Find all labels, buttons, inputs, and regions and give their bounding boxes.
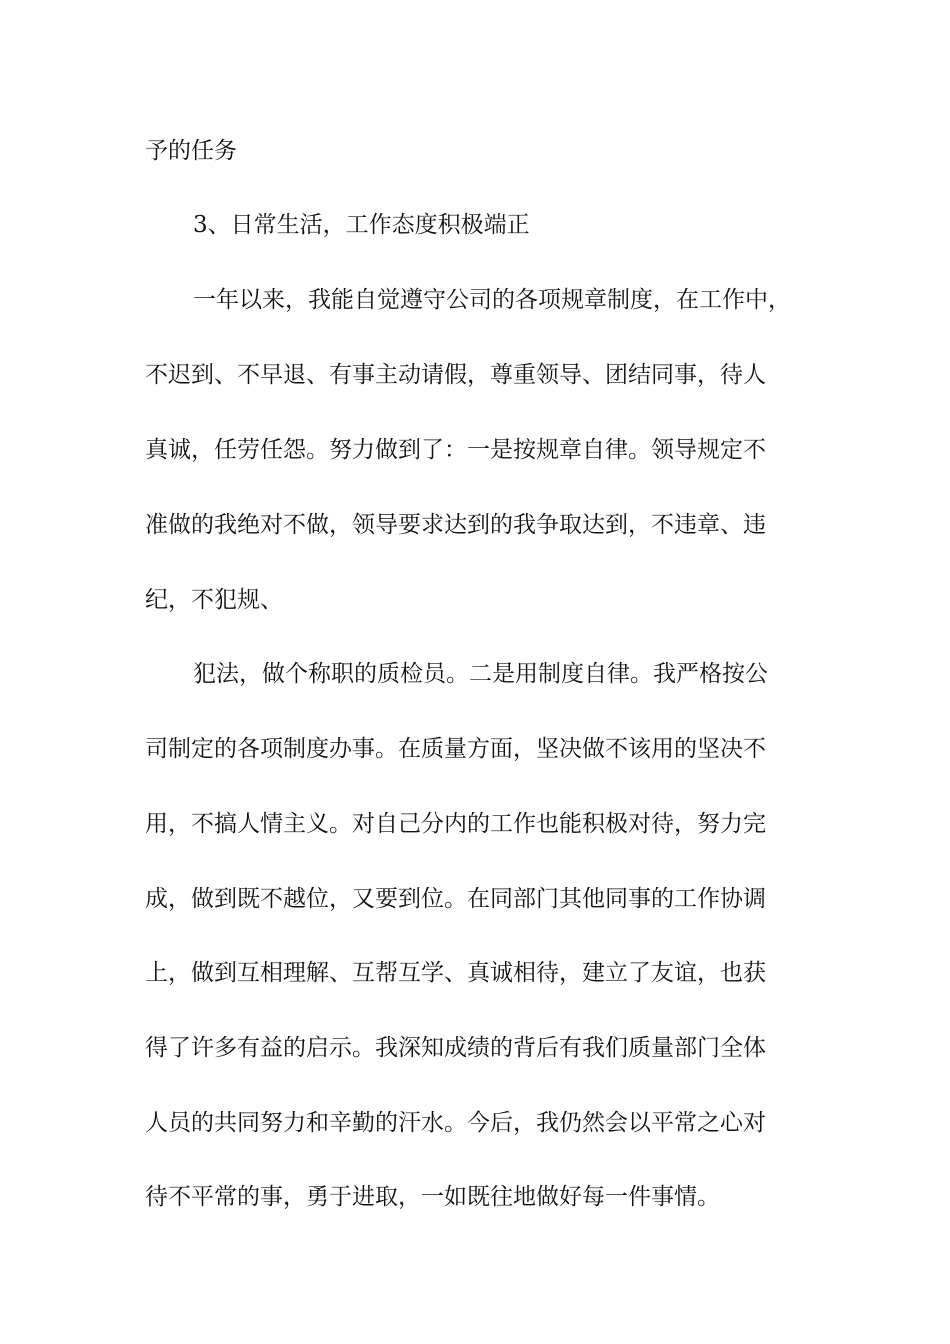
paragraph-line: 人员的共同努力和辛勤的汗水。今后，我仍然会以平常之心对 [145,1110,766,1136]
paragraph-first-line: 一年以来，我能自觉遵守公司的各项规章制度，在工作中， [193,287,791,313]
paragraph-line: 待不平常的事，勇于进取，一如既往地做好每一件事情。 [145,1184,720,1210]
paragraph-line: 得了许多有益的启示。我深知成绩的背后有我们质量部门全体 [145,1035,766,1061]
paragraph-line: 纪，不犯规、 [145,587,283,613]
paragraph-line: 用，不搞人情主义。对自己分内的工作也能积极对待，努力完 [145,811,766,837]
paragraph-line: 真诚，任劳任怨。努力做到了：一是按规章自律。领导规定不 [145,437,766,463]
section-heading: 3、日常生活，工作态度积极端正 [193,212,530,238]
text-line-continuation: 予的任务 [145,138,237,164]
paragraph-line: 不迟到、不早退、有事主动请假，尊重领导、团结同事，待人 [145,362,766,388]
paragraph-line: 司制定的各项制度办事。在质量方面，坚决做不该用的坚决不 [145,736,766,762]
paragraph-first-line: 犯法，做个称职的质检员。二是用制度自律。我严格按公 [193,661,768,687]
paragraph-line: 成，做到既不越位，又要到位。在同部门其他同事的工作协调 [145,886,766,912]
paragraph-line: 上，做到互相理解、互帮互学、真诚相待，建立了友谊，也获 [145,960,766,986]
paragraph-line: 准做的我绝对不做，领导要求达到的我争取达到，不违章、违 [145,512,766,538]
